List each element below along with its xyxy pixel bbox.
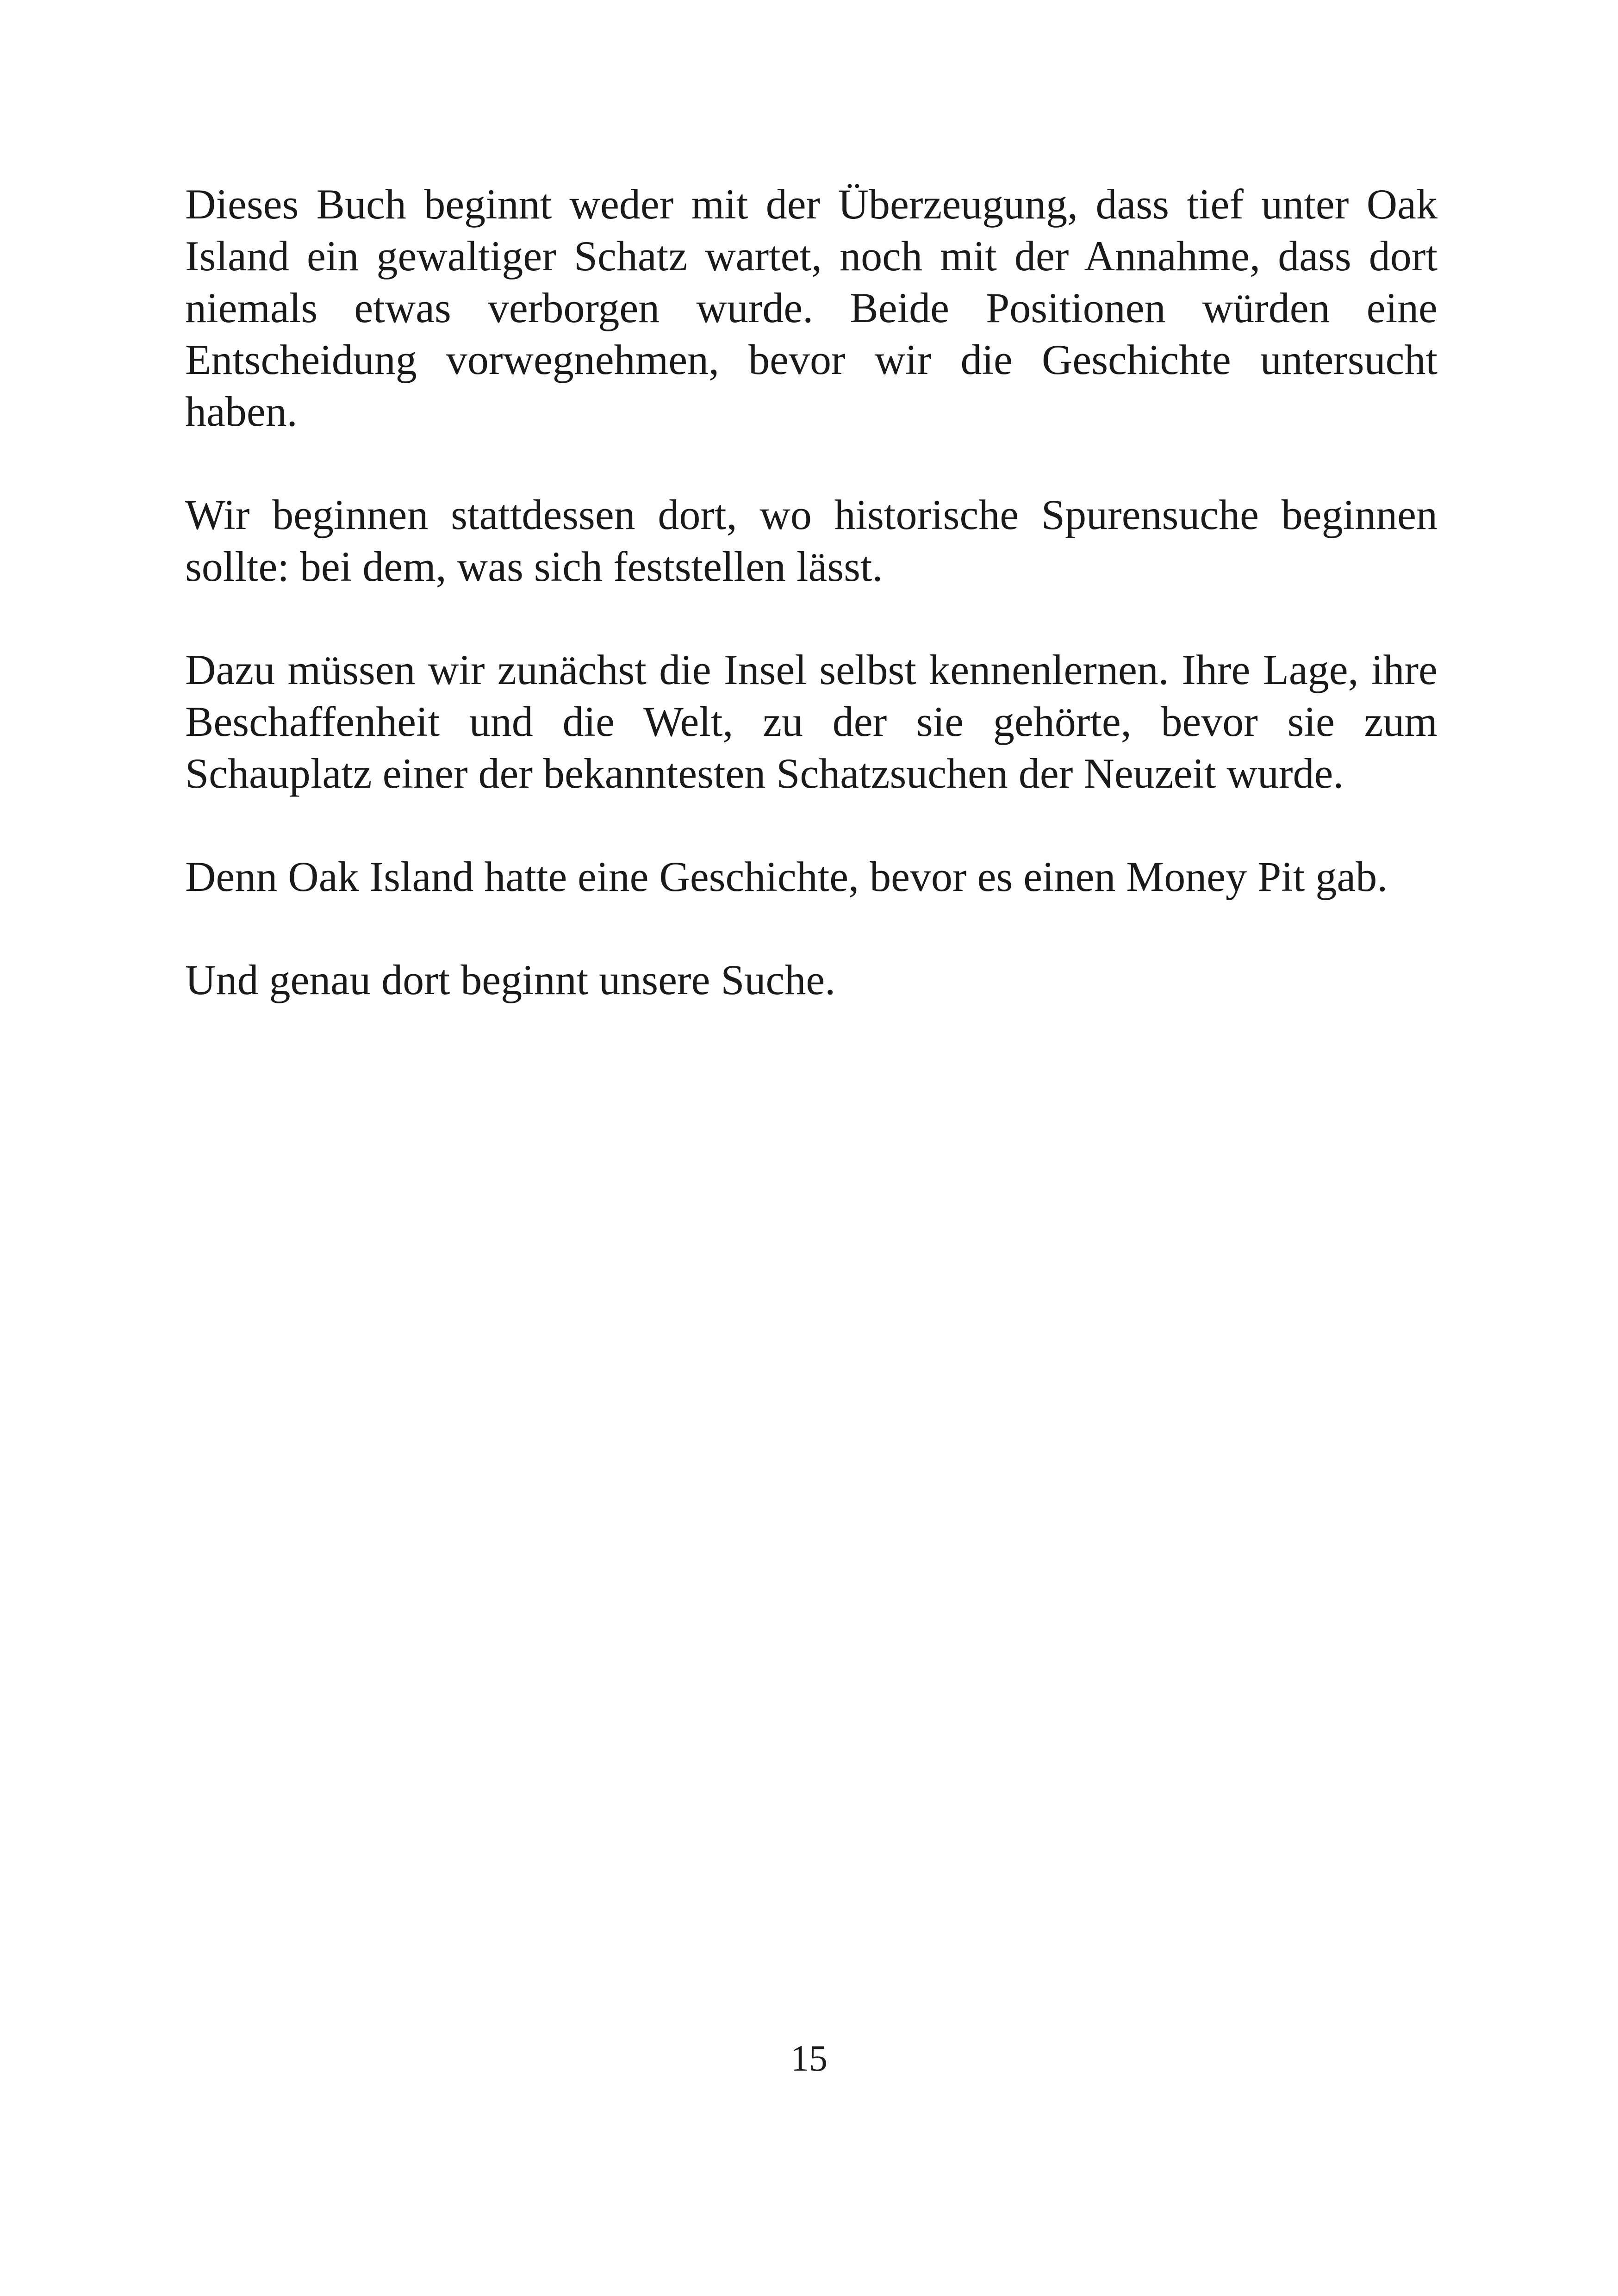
paragraph-5: Und genau dort beginnt unsere Suche.	[185, 956, 836, 1003]
body-text	[185, 178, 1438, 1057]
page-number: 15	[790, 2038, 828, 2079]
paragraph-4: Denn Oak Island hatte eine Geschichte, bevor es einen Money Pit gab.	[185, 853, 1388, 900]
paragraph-1: Dieses Buch beginnt weder mit der Überzeugung, dass tief unter Oak Island ein gewaltiger Schatz wartet, noch mit der Annahme, dass dort niemals etwas verborgen wurde. Beide Positionen würden eine Entscheidung vorwegnehmen, bevor wir die Geschichte untersucht haben.	[185, 180, 1438, 435]
paragraph-3: Dazu müssen wir zunächst die Insel selbst kennenlernen. Ihre Lage, ihre Beschaffenheit und die Welt, zu der sie gehörte, bevor sie zum Schauplatz einer der bekanntesten Schatzsuchen der Neuzeit wurde.	[185, 646, 1438, 797]
paragraph-2: Wir beginnen stattdessen dort, wo historische Spurensuche beginnen sollte: bei dem, was sich feststellen lässt.	[185, 491, 1438, 590]
